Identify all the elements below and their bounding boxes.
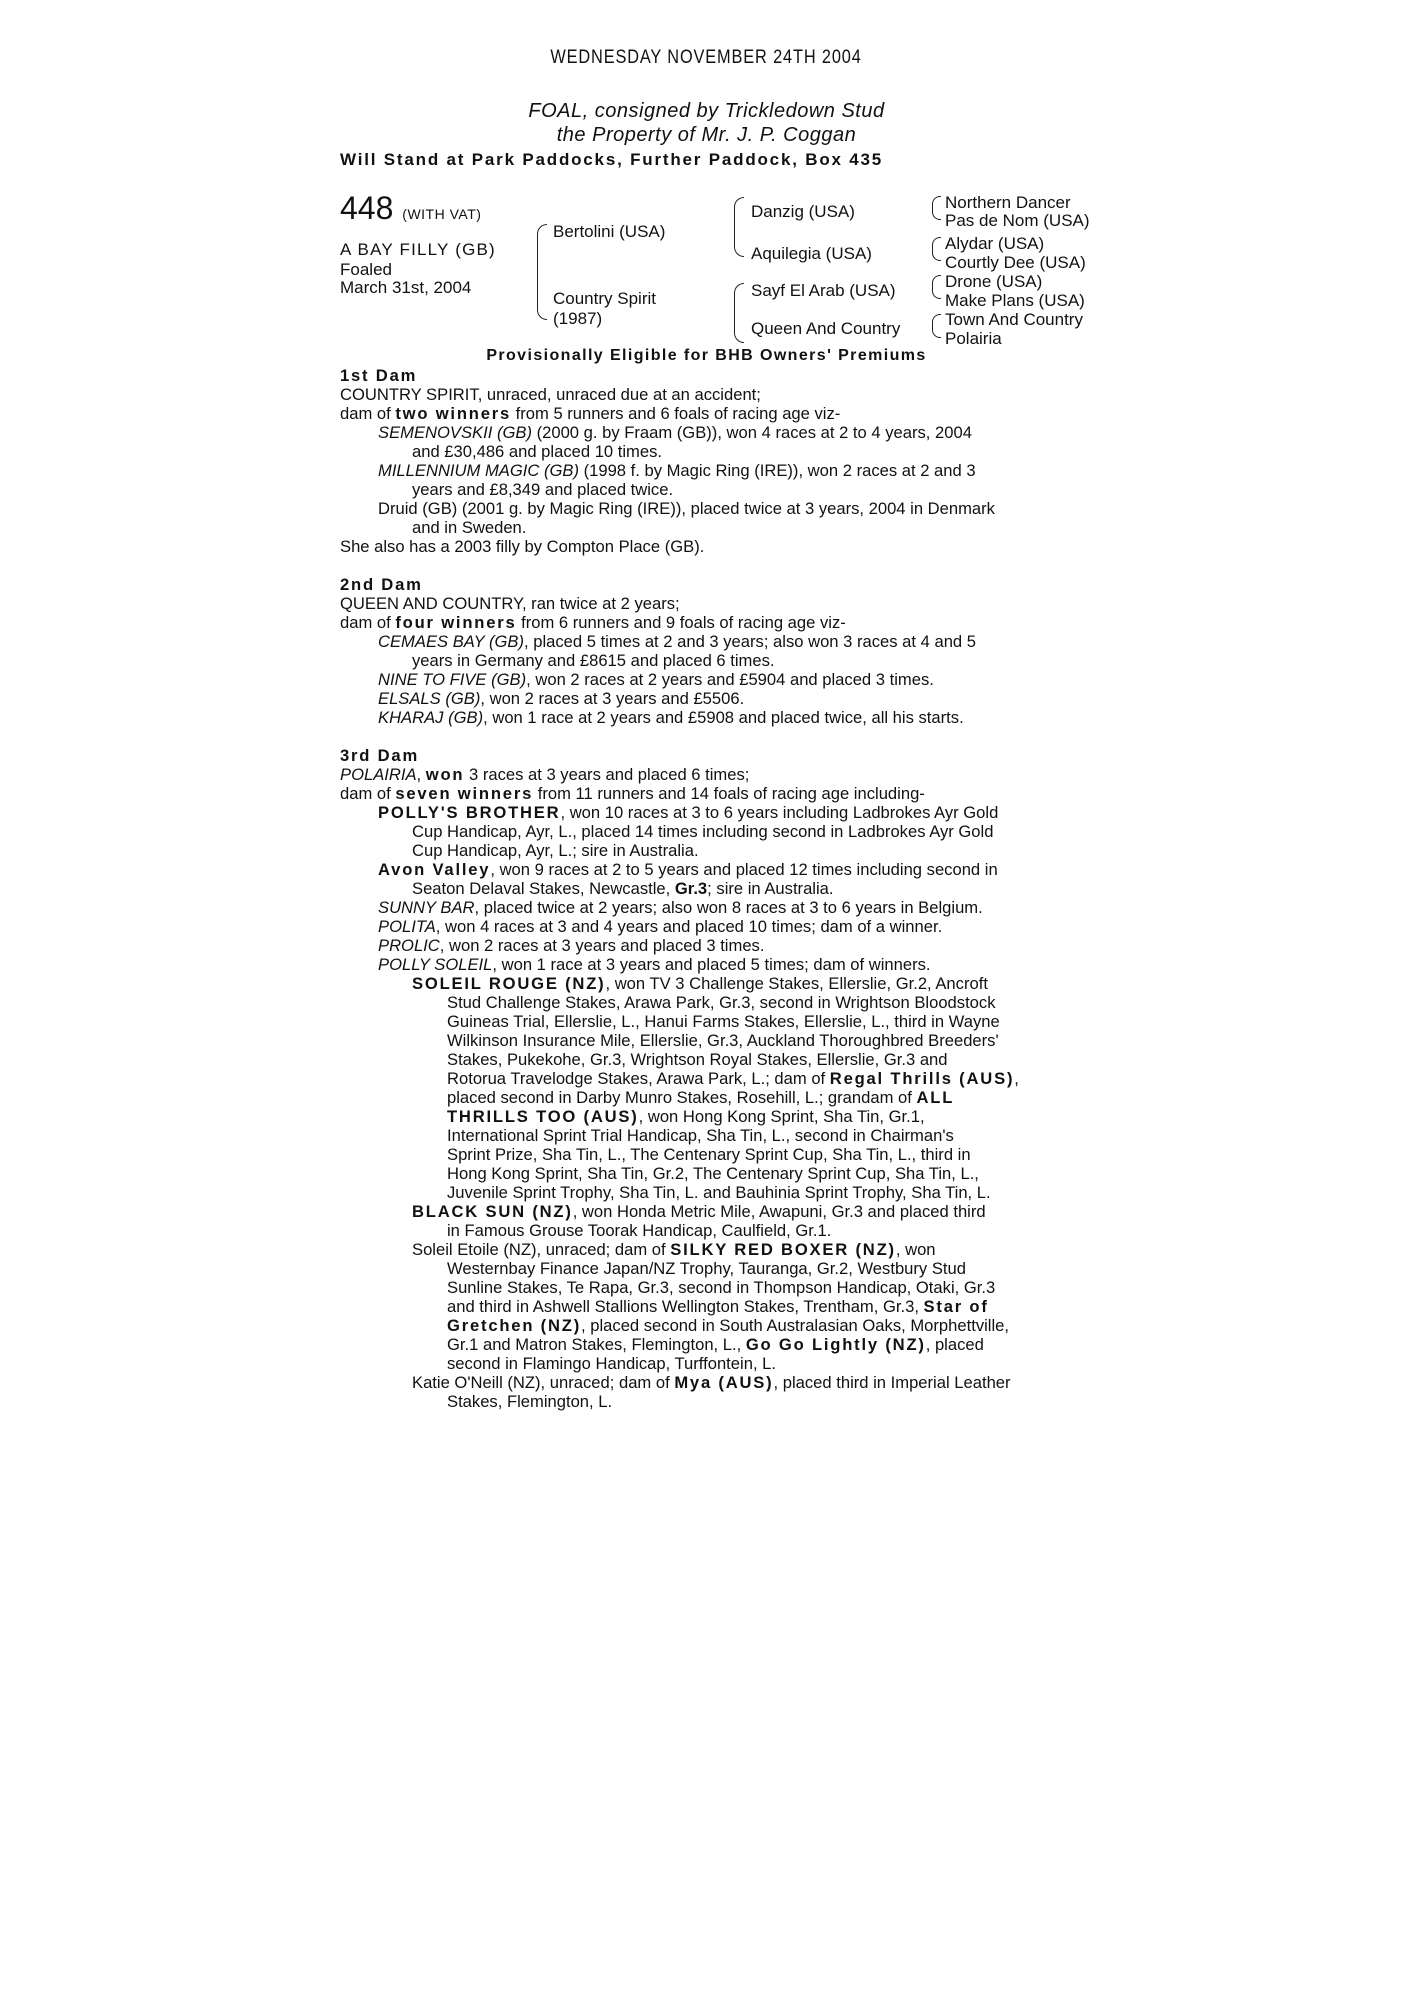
g-brace-1 <box>932 196 941 220</box>
produce-entry: CEMAES BAY (GB), placed 5 times at 2 and 3 years; also won 3 races at 4 and 5 <box>378 632 976 651</box>
foaled-date: March 31st, 2004 <box>340 278 472 297</box>
eligibility-note: Provisionally Eligible for BHB Owners' Premiums <box>486 347 927 364</box>
produce-entry: POLLY'S BROTHER, won 10 races at 3 to 6 years including Ladbrokes Ayr Gold <box>378 803 999 822</box>
produce-entry-cont: Cup Handicap, Ayr, L., placed 14 times including second in Ladbrokes Ayr Gold <box>412 822 994 841</box>
second-dam-line: QUEEN AND COUNTRY, ran twice at 2 years; <box>340 594 680 613</box>
second-dam-heading: 2nd Dam <box>340 575 423 594</box>
grandproduce-cont: Gr.1 and Matron Stakes, Flemington, L., Go Go Lightly (NZ), placed <box>447 1335 984 1354</box>
dam-sire: Sayf El Arab (USA) <box>751 281 896 300</box>
first-dam-summary: dam of two winners from 5 runners and 6 foals of racing age viz- <box>340 404 841 423</box>
dam-brace <box>734 283 744 343</box>
sale-date: WEDNESDAY NOVEMBER 24TH 2004 <box>550 47 863 68</box>
produce-entry-cont: years and £8,349 and placed twice. <box>412 480 674 499</box>
produce-entry-cont: and £30,486 and placed 10 times. <box>412 442 663 461</box>
gg-8: Polairia <box>945 329 1002 348</box>
vat-note: (WITH VAT) <box>402 206 482 222</box>
produce-entry-cont: and in Sweden. <box>412 518 527 537</box>
grandproduce-cont: and third in Ashwell Stallions Wellington Stakes, Trentham, Gr.3, Star of <box>447 1297 989 1316</box>
grandproduce-cont: Gretchen (NZ), placed second in South Australasian Oaks, Morphettville, <box>447 1316 1010 1335</box>
grandproduce-cont: Juvenile Sprint Trophy, Sha Tin, L. and Bauhinia Sprint Trophy, Sha Tin, L. <box>447 1183 991 1202</box>
grandproduce-cont: Stakes, Pukekohe, Gr.3, Wrightson Royal Stakes, Ellerslie, Gr.3 and <box>447 1050 948 1069</box>
first-dam-line: COUNTRY SPIRIT, unraced, unraced due at an accident; <box>340 385 761 404</box>
sire-brace <box>734 197 744 257</box>
consignor-line: FOAL, consigned by Trickledown Stud <box>528 100 885 122</box>
grandproduce-cont: Guineas Trial, Ellerslie, L., Hanui Farms Stakes, Ellerslie, L., third in Wayne <box>447 1012 1000 1031</box>
gg-1: Northern Dancer <box>945 193 1071 212</box>
sire-sire: Danzig (USA) <box>751 202 855 221</box>
grandproduce-entry: SOLEIL ROUGE (NZ), won TV 3 Challenge Stakes, Ellerslie, Gr.2, Ancroft <box>412 974 988 993</box>
gg-7: Town And Country <box>945 310 1083 329</box>
dam-year: (1987) <box>553 309 603 328</box>
grandproduce-cont: Sprint Prize, Sha Tin, L., The Centenary Sprint Cup, Sha Tin, L., third in <box>447 1145 971 1164</box>
gg-4: Courtly Dee (USA) <box>945 253 1086 272</box>
grandproduce-entry: Katie O'Neill (NZ), unraced; dam of Mya (AUS), placed third in Imperial Leather <box>412 1373 1011 1392</box>
grandproduce-cont: placed second in Darby Munro Stakes, Rosehill, L.; grandam of ALL <box>447 1088 955 1107</box>
grandproduce-cont: International Sprint Trial Handicap, Sha Tin, L., second in Chairman's <box>447 1126 954 1145</box>
g-brace-3 <box>932 275 941 299</box>
first-dam-heading: 1st Dam <box>340 366 418 385</box>
produce-record <box>340 366 1080 1411</box>
produce-entry: ELSALS (GB), won 2 races at 3 years and £5506. <box>378 689 745 708</box>
grandproduce-cont: Hong Kong Sprint, Sha Tin, Gr.2, The Centenary Sprint Cup, Sha Tin, L., <box>447 1164 979 1183</box>
gg-2: Pas de Nom (USA) <box>945 211 1090 230</box>
produce-note: She also has a 2003 filly by Compton Place (GB). <box>340 537 705 556</box>
produce-entry: SEMENOVSKII (GB) (2000 g. by Fraam (GB)), won 4 races at 2 to 4 years, 2004 <box>378 423 972 442</box>
produce-entry-cont: Cup Handicap, Ayr, L.; sire in Australia. <box>412 841 699 860</box>
gg-5: Drone (USA) <box>945 272 1043 291</box>
grandproduce-cont: Stud Challenge Stakes, Arawa Park, Gr.3, second in Wrightson Bloodstock <box>447 993 996 1012</box>
produce-entry-cont: Seaton Delaval Stakes, Newcastle, Gr.3; sire in Australia. <box>412 879 834 898</box>
sire-name: Bertolini (USA) <box>553 222 666 241</box>
produce-entry: SUNNY BAR, placed twice at 2 years; also won 8 races at 3 to 6 years in Belgium. <box>378 898 983 917</box>
produce-entry: NINE TO FIVE (GB), won 2 races at 2 years and £5904 and placed 3 times. <box>378 670 934 689</box>
produce-entry: KHARAJ (GB), won 1 race at 2 years and £5908 and placed twice, all his starts. <box>378 708 964 727</box>
third-dam-summary: dam of seven winners from 11 runners and 14 foals of racing age including- <box>340 784 925 803</box>
third-dam-line: POLAIRIA, won 3 races at 3 years and placed 6 times; <box>340 765 750 784</box>
property-line: the Property of Mr. J. P. Coggan <box>556 124 857 146</box>
g-brace-2 <box>932 237 941 261</box>
produce-entry: PROLIC, won 2 races at 3 years and placed 3 times. <box>378 936 765 955</box>
grandproduce-cont: Rotorua Travelodge Stakes, Arawa Park, L.; dam of Regal Thrills (AUS), <box>447 1069 1019 1088</box>
grandproduce-cont: in Famous Grouse Toorak Handicap, Caulfield, Gr.1. <box>447 1221 832 1240</box>
grandproduce-entry: BLACK SUN (NZ), won Honda Metric Mile, Awapuni, Gr.3 and placed third <box>412 1202 986 1221</box>
grandproduce-cont: second in Flamingo Handicap, Turffontein, L. <box>447 1354 776 1373</box>
foaled-label: Foaled <box>340 260 392 279</box>
grandproduce-cont: Westernbay Finance Japan/NZ Trophy, Tauranga, Gr.2, Westbury Stud <box>447 1259 966 1278</box>
gg-6: Make Plans (USA) <box>945 291 1085 310</box>
second-dam-summary: dam of four winners from 6 runners and 9 foals of racing age viz- <box>340 613 846 632</box>
stand-location: Will Stand at Park Paddocks, Further Paddock, Box 435 <box>340 150 884 169</box>
grandproduce-entry: Soleil Etoile (NZ), unraced; dam of SILKY RED BOXER (NZ), won <box>412 1240 936 1259</box>
lot-number: 448 (WITH VAT) <box>340 190 482 226</box>
sire-dam: Aquilegia (USA) <box>751 244 872 263</box>
grandproduce-cont: Wilkinson Insurance Mile, Ellerslie, Gr.3, Auckland Thoroughbred Breeders' <box>447 1031 999 1050</box>
grandproduce-cont: Stakes, Flemington, L. <box>447 1392 613 1411</box>
g-brace-4 <box>932 314 941 338</box>
pedigree-brace <box>537 224 547 320</box>
grandproduce-cont: THRILLS TOO (AUS), won Hong Kong Sprint, Sha Tin, Gr.1, <box>447 1107 925 1126</box>
produce-entry: MILLENNIUM MAGIC (GB) (1998 f. by Magic Ring (IRE)), won 2 races at 2 and 3 <box>378 461 976 480</box>
produce-entry: Druid (GB) (2001 g. by Magic Ring (IRE)), placed twice at 3 years, 2004 in Denmark <box>378 499 995 518</box>
produce-entry: Avon Valley, won 9 races at 2 to 5 years and placed 12 times including second in <box>378 860 998 879</box>
gg-3: Alydar (USA) <box>945 234 1045 253</box>
lot-description: A BAY FILLY (GB) <box>340 240 496 259</box>
produce-entry: POLITA, won 4 races at 3 and 4 years and placed 10 times; dam of a winner. <box>378 917 943 936</box>
grandproduce-cont: Sunline Stakes, Te Rapa, Gr.3, second in Thompson Handicap, Otaki, Gr.3 <box>447 1278 996 1297</box>
produce-entry: POLLY SOLEIL, won 1 race at 3 years and placed 5 times; dam of winners. <box>378 955 931 974</box>
dam-dam: Queen And Country <box>751 319 901 338</box>
third-dam-heading: 3rd Dam <box>340 746 419 765</box>
dam-name: Country Spirit <box>553 289 656 308</box>
produce-entry-cont: years in Germany and £8615 and placed 6 times. <box>412 651 775 670</box>
